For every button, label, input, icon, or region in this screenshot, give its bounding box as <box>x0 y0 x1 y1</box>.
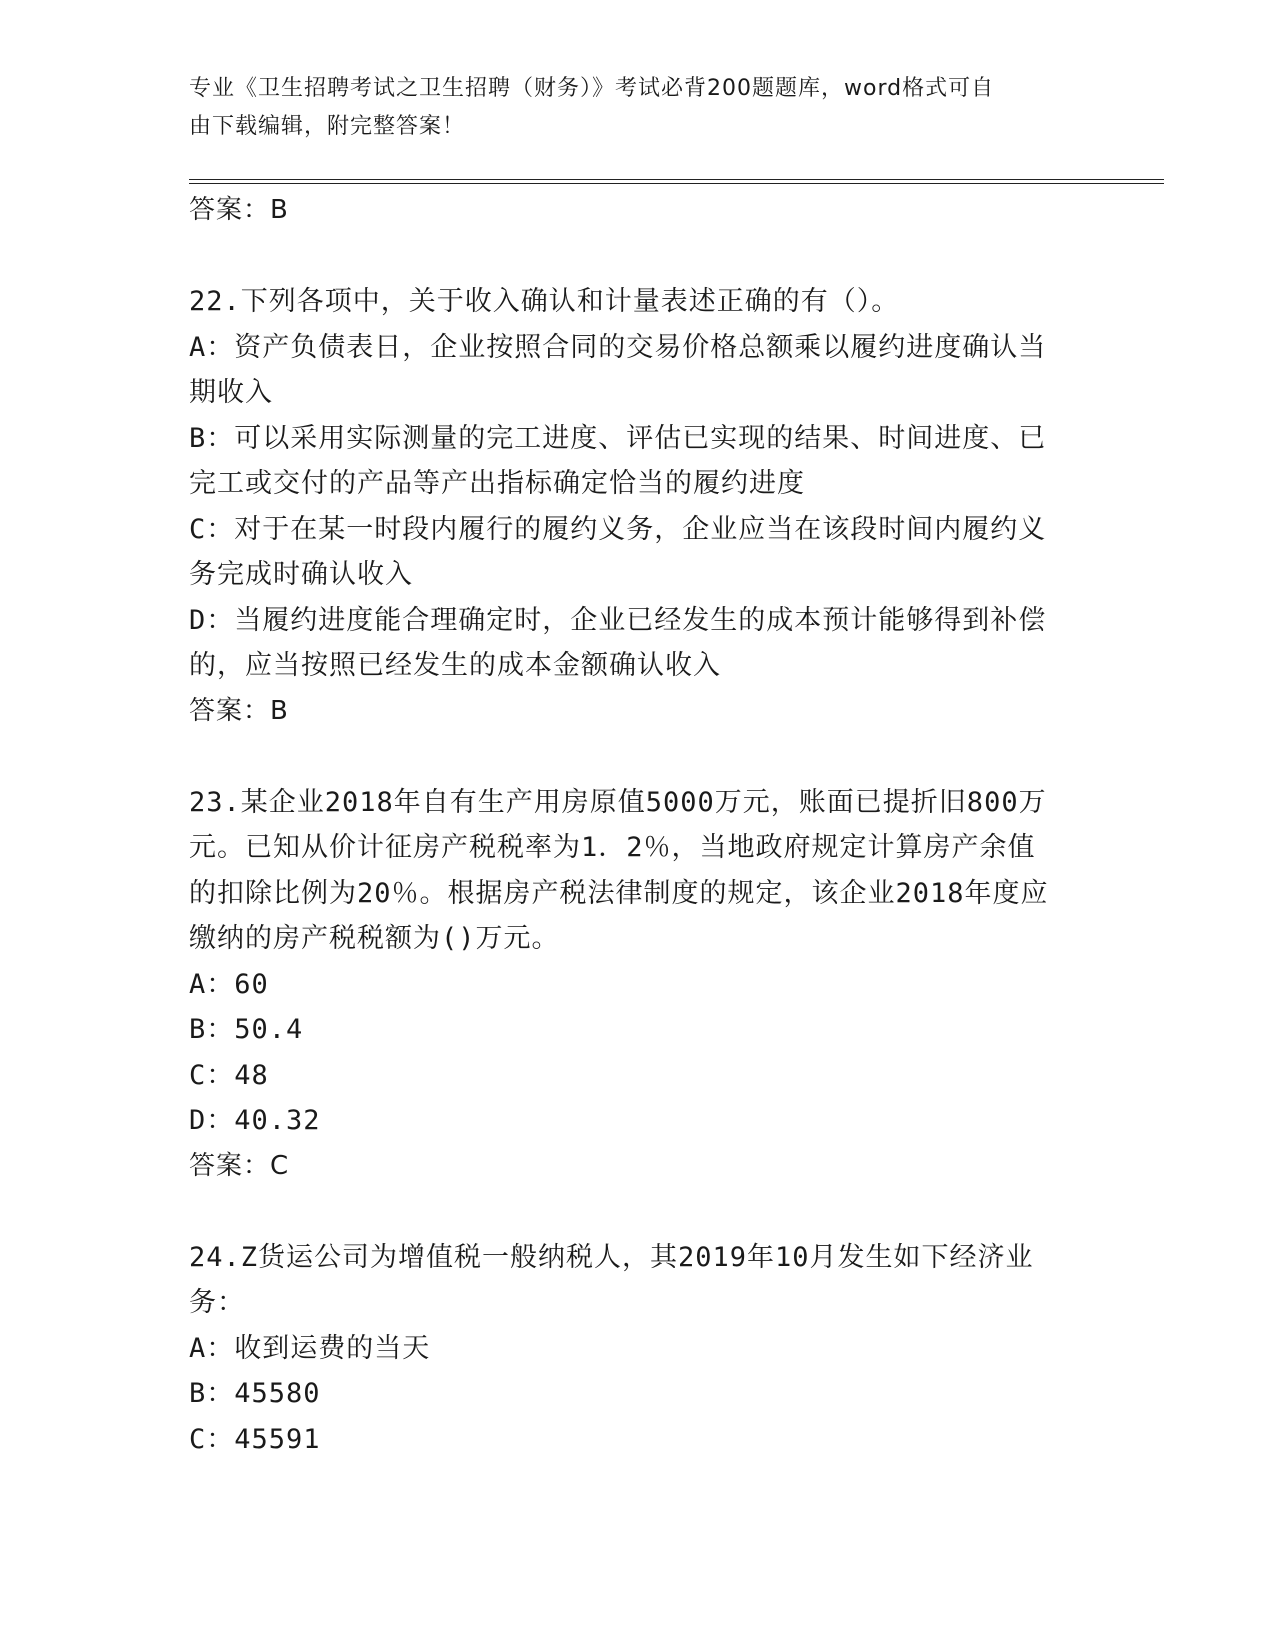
question-stem-cont: 元。已知从价计征房产税税率为1．2％，当地政府规定计算房产余值 <box>189 832 1036 863</box>
option-b: B：50.4 <box>189 1014 304 1045</box>
document-body <box>189 188 1089 1462</box>
header-line-2: 由下载编辑，附完整答案！ <box>189 114 466 139</box>
option-a-cont: 期收入 <box>189 377 273 408</box>
answer: 答案：B <box>189 695 289 726</box>
option-b: B：45580 <box>189 1378 321 1409</box>
option-c: C：48 <box>189 1059 269 1091</box>
question-stem: 24.Z货运公司为增值税一般纳税人，其2019年10月发生如下经济业 <box>189 1241 1034 1273</box>
header-line-1: 专业《卫生招聘考试之卫生招聘（财务）》考试必背200题题库，word格式可自 <box>189 76 995 101</box>
option-d: D：当履约进度能合理确定时，企业已经发生的成本预计能够得到补偿 <box>189 604 1047 636</box>
document-header <box>189 70 1089 146</box>
option-d-cont: 的，应当按照已经发生的成本金额确认收入 <box>189 650 721 681</box>
question-stem: 22.下列各项中，关于收入确认和计量表述正确的有（）。 <box>189 286 900 317</box>
option-d: D：40.32 <box>189 1105 321 1136</box>
question-24 <box>189 1235 1089 1463</box>
spacer <box>189 234 1089 280</box>
question-stem-cont: 缴纳的房产税税额为()万元。 <box>189 923 560 954</box>
header-rule-bottom <box>189 183 1164 184</box>
question-23 <box>189 780 1089 1190</box>
option-c-cont: 务完成时确认收入 <box>189 559 413 590</box>
question-22 <box>189 279 1089 734</box>
question-stem-cont: 务： <box>189 1287 245 1318</box>
spacer <box>189 1189 1089 1235</box>
option-a: A：资产负债表日，企业按照合同的交易价格总额乘以履约进度确认当 <box>189 331 1047 363</box>
question-stem-cont: 的扣除比例为20％。根据房产税法律制度的规定，该企业2018年度应 <box>189 877 1049 909</box>
header-rule-top <box>189 179 1164 180</box>
spacer <box>189 734 1089 780</box>
answer: 答案：C <box>189 1150 290 1181</box>
answer-prev: 答案：B <box>189 195 289 225</box>
option-c: C：对于在某一时段内履行的履约义务，企业应当在该段时间内履约义 <box>189 513 1047 545</box>
option-b-cont: 完工或交付的产品等产出指标确定恰当的履约进度 <box>189 468 805 499</box>
question-stem: 23.某企业2018年自有生产用房原值5000万元，账面已提折旧800万 <box>189 786 1047 818</box>
option-a: A：收到运费的当天 <box>189 1332 431 1364</box>
option-a: A：60 <box>189 968 269 1000</box>
option-b: B：可以采用实际测量的完工进度、评估已实现的结果、时间进度、已 <box>189 422 1047 454</box>
option-c: C：45591 <box>189 1423 321 1455</box>
